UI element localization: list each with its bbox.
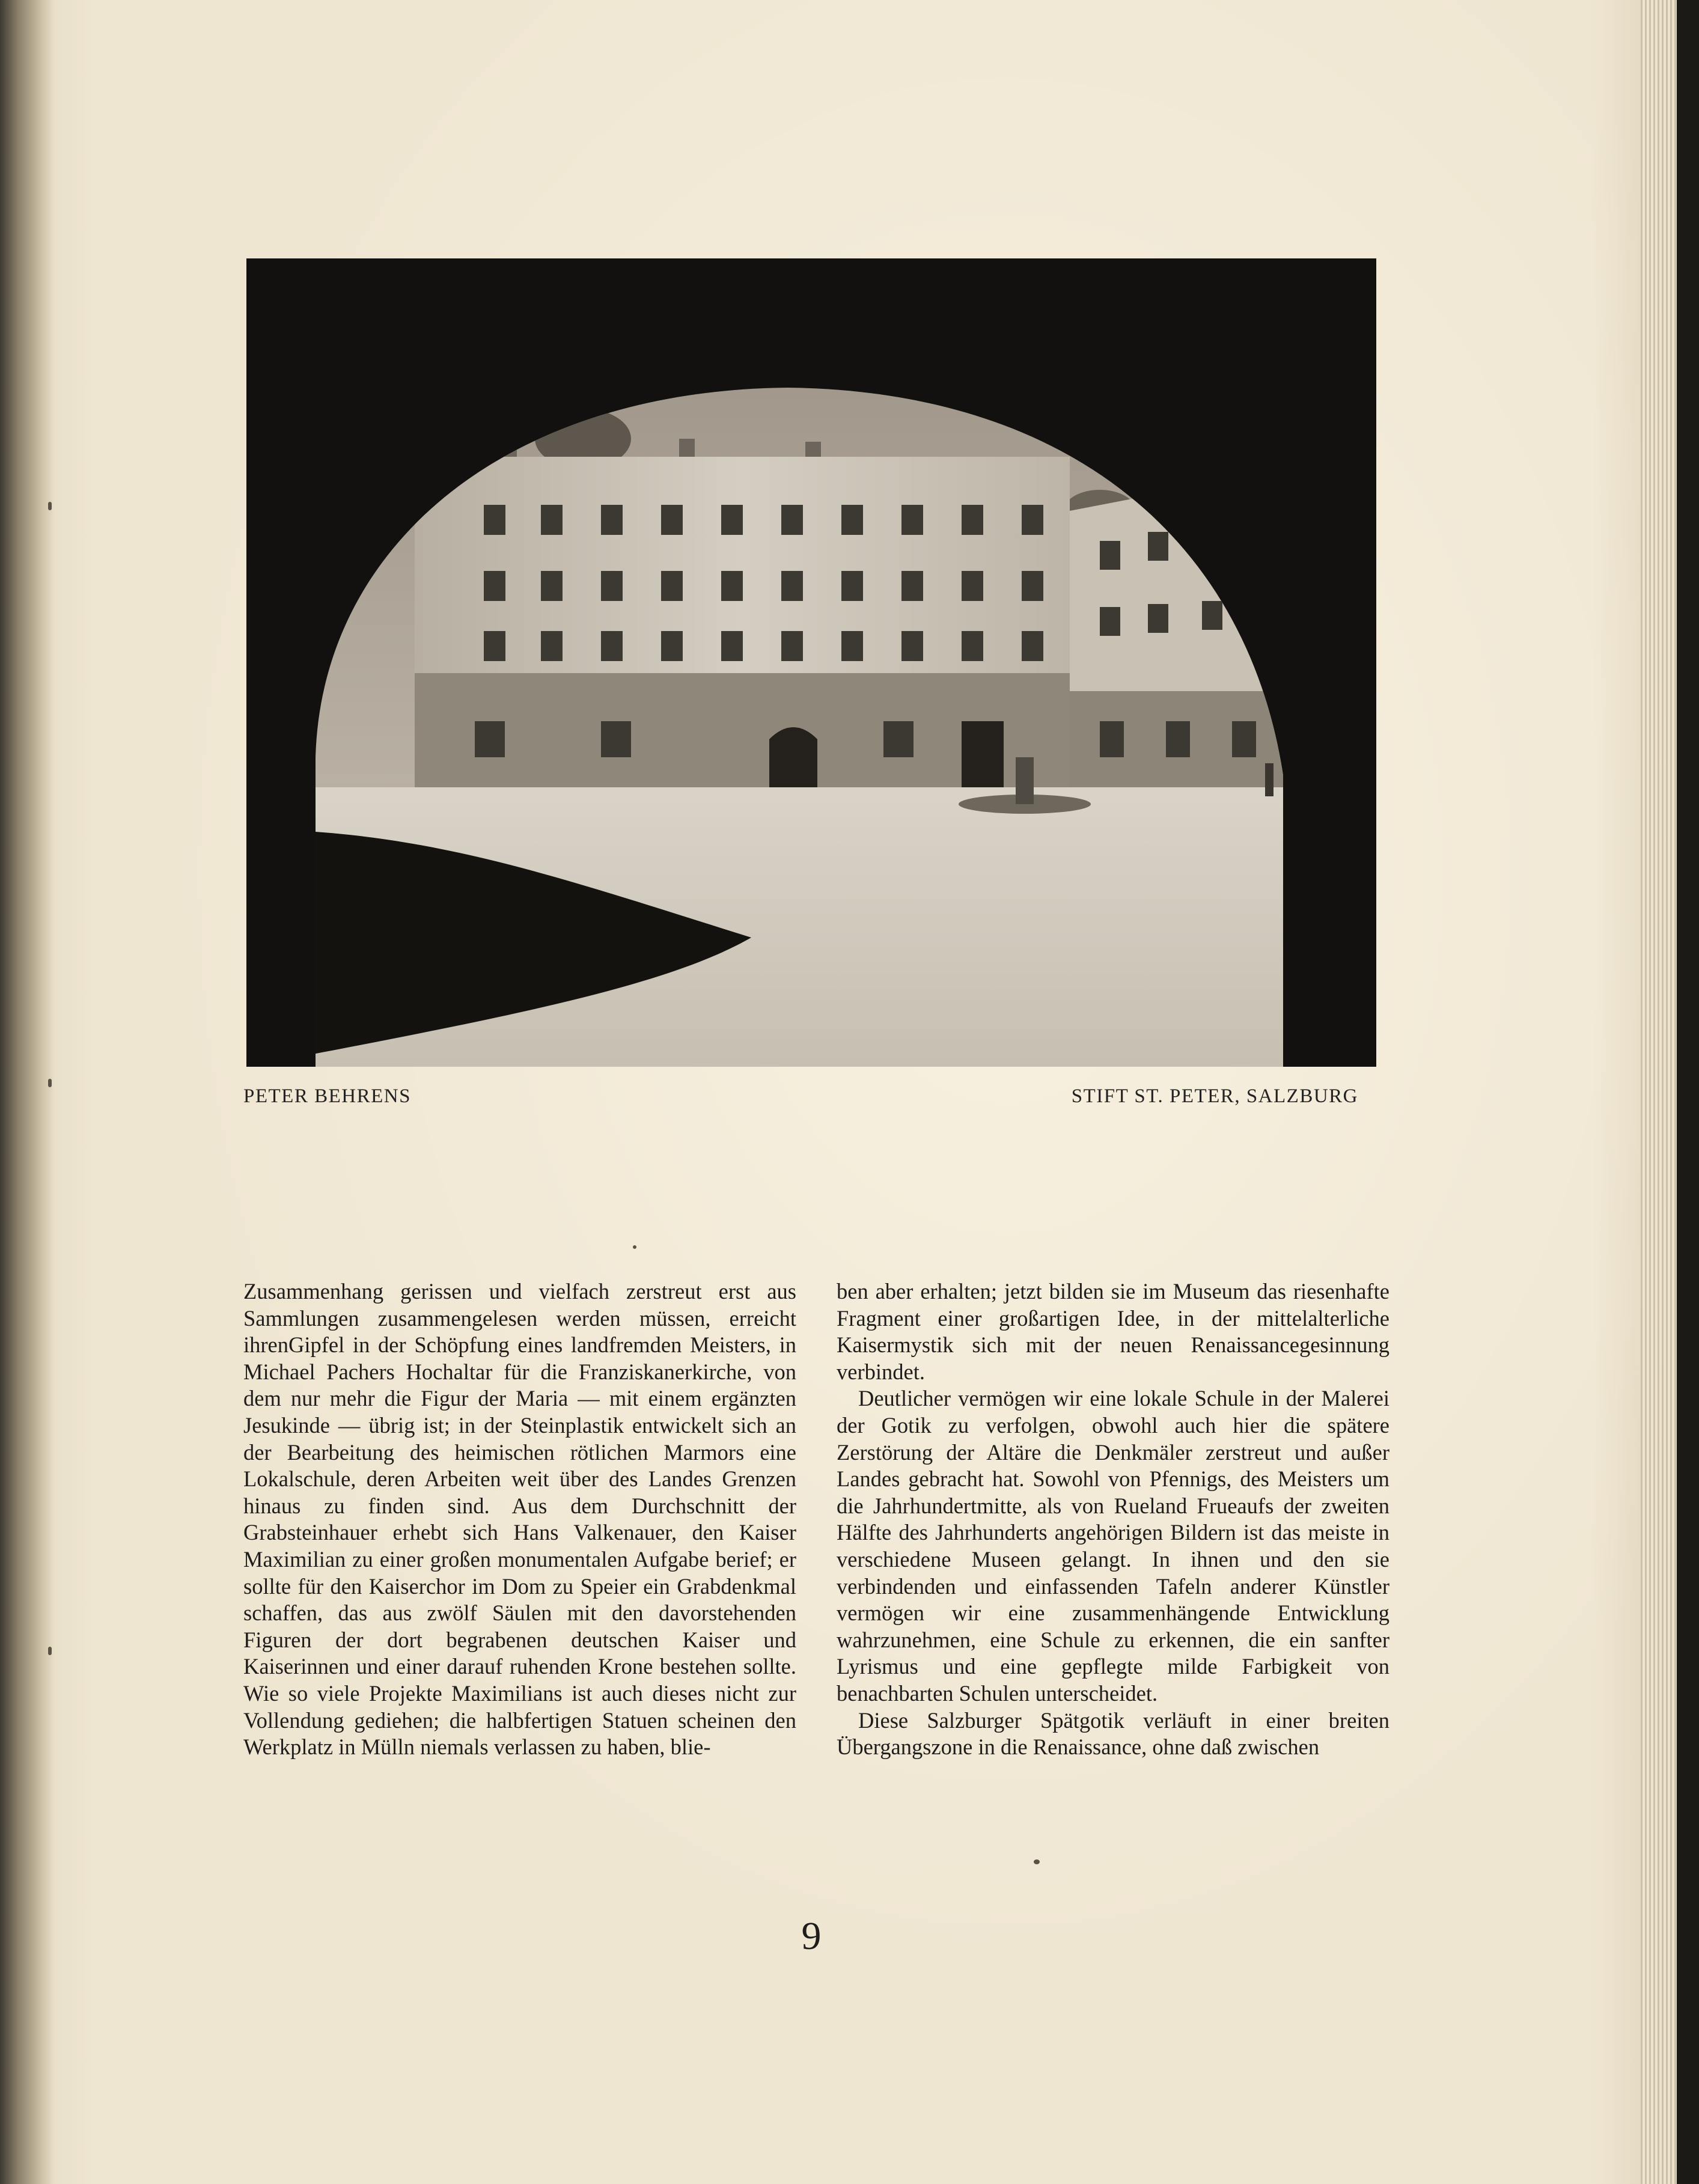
binding-mark (48, 502, 52, 510)
page-number: 9 (801, 1914, 822, 1958)
body-paragraph: Zusammenhang gerissen und vielfach zerstreut erst aus Sammlungen zusammengelesen werden müssen, erreicht ihrenGipfel in der Schöpfung eines landfremden Meisters, in Michael Pachers Hochaltar für die Franziskanerkirche, von dem nur mehr die Figur der Maria — mit einem ergänzten Jesukinde — übrig ist; in der Steinplastik entwickelt sich an der Bearbeitung des heimischen rötlichen Marmors eine Lokalschule, deren Arbeiten weit über des Landes Grenzen hinaus zu finden sind. Aus dem Durchschnitt der Grabsteinhauer erhebt sich Hans Valkenauer, den Kaiser Maximilian zu einer großen monumentalen Aufgabe berief; er sollte für den Kaiserchor im Dom zu Speier ein Grabdenkmal schaffen, das aus zwölf Säulen mit den davorstehenden Figuren der dort begrabenen deutschen Kaiser und Kaiserinnen und einer darauf ruhenden Krone bestehen sollte. Wie so viele Projekte Maximilians ist auch dieses nicht zur Vollendung gediehen; die halbfertigen Statuen scheinen den Werkplatz in Mülln niemals verlassen zu haben, blie- (243, 1279, 796, 1760)
text-column-left (243, 1278, 796, 1761)
page-edges (1641, 0, 1677, 2184)
binding-mark (48, 1079, 52, 1087)
photo-caption-artist: PETER BEHRENS (243, 1085, 411, 1107)
body-paragraph: Diese Salzburger Spätgotik verläuft in einer breiten Übergangszone in die Renaissance, ohne daß zwischen (837, 1707, 1389, 1760)
body-paragraph: Deutlicher vermögen wir eine lokale Schule in der Malerei der Gotik zu verfolgen, obwohl auch hier die spätere Zerstörung der Altäre die Denkmäler zerstreut und außer Landes gebracht hat. Sowohl von Pfennigs, des Meisters um die Jahrhundertmitte, als von Rueland Frueaufs der zweiten Hälfte des Jahrhunderts angehörigen Bildern ist das meiste in verschiedene Museen gelangt. In ihnen und den sie verbindenden und einfassenden Tafeln anderer Künstler vermögen wir eine zusammenhängende Entwicklung wahrzunehmen, eine Schule zu erkennen, die ein sanfter Lyrismus und eine gepflegte milde Farbigkeit von benachbarten Schulen unterscheidet. (837, 1386, 1389, 1706)
courtyard-photograph (246, 258, 1376, 1067)
paper-speck (633, 1245, 636, 1249)
photo-caption-location: STIFT ST. PETER, SALZBURG (1071, 1085, 1358, 1107)
paper-speck (1034, 1859, 1040, 1864)
body-paragraph: ben aber erhalten; jetzt bilden sie im Museum das riesenhafte Fragment einer großartigen Idee, in der mittelalterliche Kaisermystik sich mit der neuen Renaissancegesinnung verbindet. (837, 1279, 1389, 1384)
text-column-right (837, 1278, 1389, 1761)
binding-mark (48, 1647, 52, 1655)
book-spine (0, 0, 54, 2184)
courtyard-photograph-image (246, 258, 1376, 1067)
